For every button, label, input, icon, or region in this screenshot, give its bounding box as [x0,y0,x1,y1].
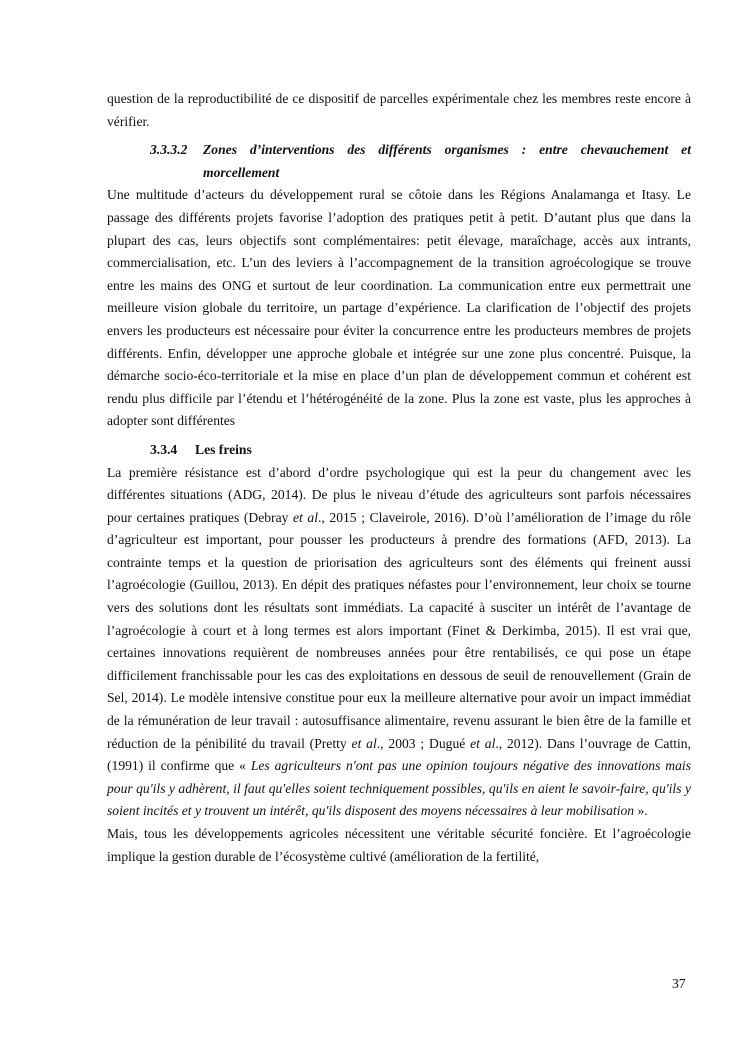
text-run: ». [634,803,648,819]
last-paragraph: Mais, tous les développements agricoles nécessitent une véritable sécurité foncière. Et l’agroécologie implique la gestion durable de l’écosystème cultivé (amélioration de la fertilité, [107,826,691,864]
text-run: ., 2015 ; Claveirole, 2016). D’où l’amélioration de l’image du rôle d’agriculteur est important, pour pousser les producteurs à prendre des formations (AFD, 2013). La contrainte temps et la question de priorisation des agriculteurs sont des éléments qui freinent aussi l’agroécologie (Guillou, 2013). En dépit des pratiques néfastes pour l’environnement, leur choix se tourne vers des solutions dont les résultats sont immédiats. La capacité à susciter un intérêt de l’avantage de l’agroécologie à court et à long termes est alors important (Finet & Derkimba, 2015). Il est vrai que, certaines innovations requièrent de nombreuses années pour être rentabilisés, ce qui pose un étape difficilement franchissable pour les cas des exploitations en dessous de seuil de renouvellement (Grain de Sel, 2014). Le modèle intensive constitue pour eux la meilleure alternative pour avoir un impact immédiat de la rémunération de leur travail : autosuffisance alimentaire, revenu assurant le bien être de la famille et réduction de la pénibilité du travail (Pretty [107,509,691,751]
section-heading-3-3-4 [107,439,691,462]
italic-run: et al [470,735,496,751]
section-title: Les freins [195,441,252,457]
text-run: ., 2012). Dans l’ouvrage de Cattin, (1991) il confirme que « [107,735,691,774]
freins-paragraph [107,462,691,824]
text-run: La première résistance est d’abord d’ordre psychologique qui est la peur du changement avec les différentes situations (ADG, 2014). De plus le niveau d’étude des agriculteurs sont parfois nécessaires pour certaines pratiques (Debray [107,464,691,525]
italic-run: et al [293,509,319,525]
page-number: 37 [672,976,686,991]
quote-italic-run: Les agriculteurs n'ont pas une opinion toujours négative des innovations mais pour qu'ils y adhèrent, il faut qu'elles soient techniquement possibles, qu'ils en aient le savoir-faire, qu'ils y soient incités et y trouvent un intérêt, qu'ils disposent des moyens nécessaires à leur mobilisation [107,758,691,819]
text-run: ., 2003 ; Dugué [376,735,471,751]
section-number: 3.3.4 [150,441,178,457]
section-title: Zones d’interventions des différents organismes : entre chevauchement et morcellement [203,142,691,180]
section-number: 3.3.3.2 [150,142,188,158]
page-content [107,88,691,868]
zones-paragraph: Une multitude d’acteurs du développement rural se côtoie dans les Régions Analamanga et Itasy. Le passage des différents projets favorise l’adoption des pratiques petit à petit. D’autant plus que dans la plupart des cas, leurs objectifs sont complémentaires: petit élevage, maraîchage, accès aux intrants, commercialisation, etc. L’un des leviers à l’accompagnement de la transition agroécologique se trouve entre les mains des ONG et surtout de leur coordination. La communication entre eux permettrait une meilleure vision globale du territoire, un partage d’expérience. La clarification de l’objectif des projets envers les producteurs est nécessaire pour éviter la concurrence entre les producteurs membres de projets différents. Enfin, développer une approche globale et intégrée sur une zone plus concentré. Puisque, la démarche socio-éco-territoriale et la mise en place d’un plan de développement commun et cohérent est rendu plus difficile par l’étendu et l’hétérogénéité de la zone. Plus la zone est vaste, plus les approches à adopter sont différentes [107,187,691,429]
section-heading-3-3-3-2 [107,139,691,184]
continuation-paragraph: question de la reproductibilité de ce dispositif de parcelles expérimentale chez les membres reste encore à vérifier. [107,91,691,129]
italic-run: et al [351,735,377,751]
